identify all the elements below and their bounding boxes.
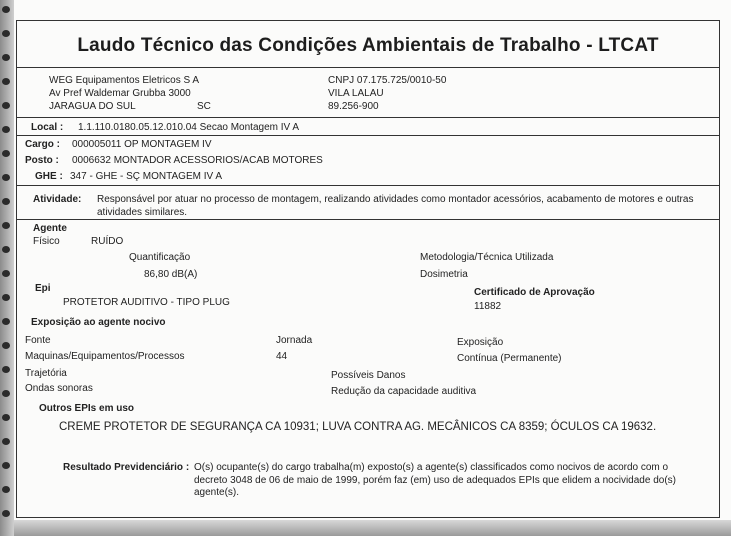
exposicao-label: Exposição (457, 337, 504, 348)
quantification-value: 86,80 dB(A) (144, 269, 198, 280)
quantification-label: Quantificação (129, 252, 191, 263)
epi-label: Epi (35, 283, 51, 294)
jornada-label: Jornada (276, 335, 313, 346)
cargo-value: 000005011 OP MONTAGEM IV (72, 139, 212, 150)
trajetoria-value: Ondas sonoras (25, 383, 93, 394)
cargo-label: Cargo : (25, 139, 60, 150)
result-text: O(s) ocupante(s) do cargo trabalha(m) exposto(s) a agente(s) classificados como nocivos de acordo com o decreto 3048 de 06 de maio de 1999, porém faz (em) uso de adequados EPIs que elidem a nocividade do(s) agente(s). (194, 462, 676, 498)
divider (17, 185, 719, 186)
exposure-section-label: Exposição ao agente nocivo (31, 317, 166, 328)
company-city: JARAGUA DO SUL (49, 101, 136, 112)
danos-value: Redução da capacidade auditiva (331, 386, 477, 397)
local-value: 1.1.110.0180.05.12.010.04 Secao Montagem IV A (78, 122, 300, 133)
methodology-value: Dosimetria (420, 269, 468, 280)
jornada-value: 44 (276, 351, 288, 362)
methodology-label: Metodologia/Técnica Utilizada (420, 252, 554, 263)
ca-label: Certificado de Aprovação (474, 287, 595, 298)
divider (17, 135, 719, 136)
ltcat-form (16, 20, 720, 518)
document-title: Laudo Técnico das Condições Ambientais de Trabalho - LTCAT (77, 35, 659, 56)
agent-type: Físico (33, 236, 60, 247)
trajetoria-label: Trajetória (25, 368, 67, 379)
company-district: VILA LALAU (328, 88, 384, 99)
ghe-label: GHE : (35, 171, 63, 182)
divider (17, 67, 719, 68)
activity-text: Responsável por atuar no processo de montagem, realizando atividades como montador acessórios, acabamento de motores e outras atividades similares. (97, 194, 694, 218)
ca-value: 11882 (474, 301, 502, 312)
fonte-label: Fonte (25, 335, 51, 346)
local-label: Local : (31, 122, 64, 133)
danos-label: Possíveis Danos (331, 370, 406, 381)
exposicao-value: Contínua (Permanente) (457, 353, 562, 364)
ghe-value: 347 - GHE - SÇ MONTAGEM IV A (70, 171, 223, 182)
divider (17, 117, 719, 118)
activity-label: Atividade: (33, 194, 82, 205)
result-label: Resultado Previdenciário : (63, 462, 190, 473)
other-epis-label: Outros EPIs em uso (39, 403, 135, 414)
company-state: SC (197, 101, 211, 112)
company-cnpj: CNPJ 07.175.725/0010-50 (328, 75, 447, 86)
posto-label: Posto : (25, 155, 59, 166)
agent-name: RUÍDO (91, 236, 124, 247)
agent-section-label: Agente (33, 223, 67, 234)
company-cep: 89.256-900 (328, 101, 379, 112)
company-name: WEG Equipamentos Eletricos S A (49, 75, 200, 86)
divider (17, 219, 719, 220)
epi-value: PROTETOR AUDITIVO - TIPO PLUG (63, 297, 230, 308)
company-address: Av Pref Waldemar Grubba 3000 (49, 88, 191, 99)
posto-value: 0006632 MONTADOR ACESSORIOS/ACAB MOTORES (72, 155, 323, 166)
other-epis-text: CREME PROTETOR DE SEGURANÇA CA 10931; LUVA CONTRA AG. MECÂNICOS CA 8359; ÓCULOS CA 19632. (59, 421, 657, 433)
page-bottom-shadow (14, 520, 731, 536)
fonte-value: Maquinas/Equipamentos/Processos (25, 351, 185, 362)
binder-edge (0, 0, 14, 536)
